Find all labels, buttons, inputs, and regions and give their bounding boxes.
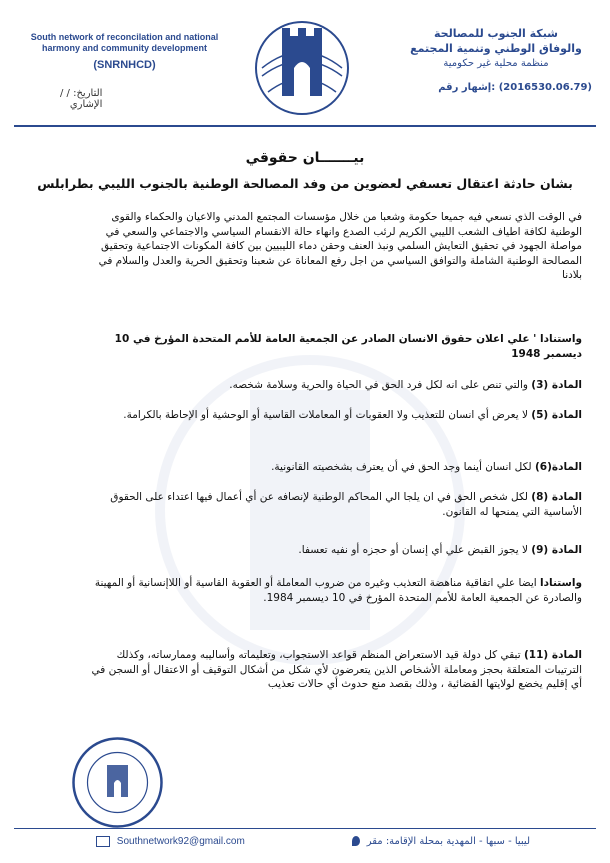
article-text: ايضا علي اتفاقية مناهضة التعذيب وغيره من ضروب المعاملة أو العقوبة القاسية أو اللاإنسانية أو المهينة والصادرة عن الجمعية العامة للأمم المتحدة المؤرخ في 10 ديسمبر 1984. bbox=[94, 577, 582, 604]
email-icon bbox=[96, 836, 110, 847]
article-label: المادة (11) bbox=[523, 649, 582, 661]
article-text: لكل شخص الحق في ان يلجا الي المحاكم الوطنية لإنصافه عن أي أعمال فيها اعتداء على الحقوق الأساسية التي يمنحها له القانون. bbox=[110, 491, 582, 518]
article-label: المادة(6) bbox=[534, 461, 582, 473]
logo-castle-icon bbox=[252, 6, 352, 124]
org-name-arabic bbox=[396, 26, 596, 71]
article-text: تبقي كل دولة قيد الاستعراض المنظم قواعد الاستجواب، وتعليماته وأساليبه وممارساته، وكذلك الترتيبات المتعلقة بحجز ومعاملة الأشخاص الذين يتعرضون لأي شكل من أشكال التوقيف أو الاعتقال أو السجن في أي إقليم يخضع لولايتها القضائية ، وذلك بقصد منع حدوث أي حالات تعذيب bbox=[91, 649, 582, 690]
article-text: لا يجوز القبض علي أي إنسان أو حجزه أو نفيه تعسفا. bbox=[298, 544, 528, 556]
article-label: المادة (3) bbox=[531, 379, 582, 391]
date-label: التاريخ: / / bbox=[60, 88, 103, 99]
article-label: المادة (9) bbox=[531, 544, 582, 556]
convention-paragraph bbox=[88, 576, 582, 605]
location-icon bbox=[352, 836, 360, 846]
org-name-ar-line2: والوفاق الوطني وتنمية المجتمع bbox=[410, 42, 582, 55]
article-label: واستنادا bbox=[540, 577, 582, 589]
article-9 bbox=[88, 543, 582, 558]
header-divider bbox=[14, 125, 596, 127]
document-subtitle: بشان حادثة اعتقال تعسفي لعضوين من وفد المصالحة الوطنية بالجنوب الليبي بطرابلس bbox=[37, 176, 573, 191]
article-6 bbox=[88, 460, 582, 475]
article-text: والتي تنص على انه لكل فرد الحق في الحياة والحرية وسلامة شخصه. bbox=[229, 379, 528, 391]
org-type: منظمة محلية غير حكومية bbox=[443, 58, 549, 69]
org-name-en-line1: South network of reconcilation and national bbox=[30, 32, 219, 42]
article-text: لكل انسان أينما وجد الحق في أن يعترف بشخصيته القانونية. bbox=[271, 461, 532, 473]
org-name-english bbox=[22, 32, 227, 71]
article-8 bbox=[88, 490, 582, 519]
date-field bbox=[60, 88, 102, 110]
document-title: بيـــــــان حقوقي bbox=[245, 150, 365, 166]
article-label: المادة (8) bbox=[531, 491, 582, 503]
org-abbr: (SNRNHCD) bbox=[93, 59, 156, 71]
address-text: ليبيا - سبها - المهدية بمحلة الإقامة: مقر bbox=[366, 836, 530, 847]
article-label: المادة (5) bbox=[531, 409, 582, 421]
article-3 bbox=[88, 378, 582, 393]
email-text: Southnetwork92@gmail.com bbox=[116, 836, 245, 848]
footer-email bbox=[96, 836, 245, 847]
article-5 bbox=[88, 408, 582, 423]
declaration-paragraph: واستنادا ' علي اعلان حقوق الانسان الصادر عن الجمعية العامة للأمم المتحدة المؤرخ في 10 ديسمبر 1948 bbox=[114, 333, 582, 360]
stamp-seal bbox=[70, 735, 165, 830]
article-11 bbox=[88, 648, 582, 692]
org-name-en-line2: harmony and community development bbox=[41, 43, 208, 53]
ref-label: الإشاري bbox=[69, 99, 103, 110]
article-text: لا يعرض أي انسان للتعذيب ولا العقوبات أو المعاملات القاسية أو الوحشية أو الإحاطة بالكرامة. bbox=[123, 409, 528, 421]
org-name-ar-line1: شبكة الجنوب للمصالحة bbox=[434, 27, 558, 40]
footer-divider bbox=[14, 828, 596, 829]
intro-paragraph: في الوقت الذي نسعي فيه جميعا حكومة وشعبا من خلال مؤسسات المجتمع المدني والاعيان والحكماء والقوى الوطنية لكافة اطياف الشعب الليبي الكريم لرئب الصدع وانهاء حالة الانقسام السياسي والاجتماعي والسعي في مواصلة الجهود في تحقيق التعايش السلمي ونبذ العنف وحقن دماء الليبيين بين كافة المكونات الاجتماعية وتحقيق المصالحة الوطنية الشاملة والتوافق السياسي من اجل رفع المعاناة عن شعبنا وتحقيق الحرية والعدل والسلام في بلادنا bbox=[98, 211, 582, 281]
registration-number: (2016530.06.79) :إشهار رقم bbox=[438, 82, 592, 93]
footer-address bbox=[352, 836, 530, 847]
